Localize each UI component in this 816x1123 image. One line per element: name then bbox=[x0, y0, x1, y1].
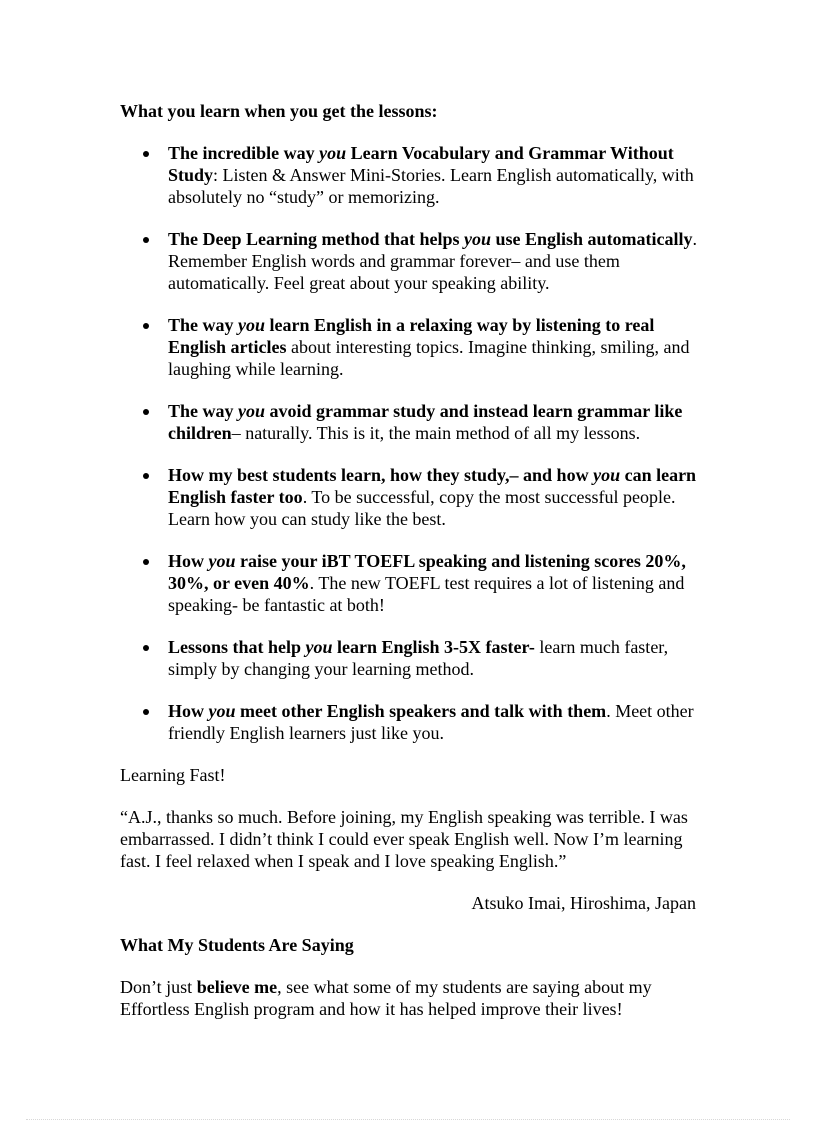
benefit-description: – naturally. This is it, the main method of all my lessons. bbox=[231, 423, 641, 443]
bullet-icon bbox=[143, 473, 149, 479]
benefit-title-start: The incredible way bbox=[168, 143, 320, 163]
benefit-title-start: The way bbox=[168, 315, 239, 335]
benefit-description: . The new TOEFL test requires a lot of listening and speaking- be fantastic at both! bbox=[168, 573, 685, 615]
benefit-title-emphasis: you bbox=[593, 465, 621, 485]
benefit-item bbox=[120, 400, 700, 444]
benefit-description: learn much faster, simply by changing your learning method. bbox=[168, 637, 669, 679]
benefit-description: . To be successful, copy the most successful people. Learn how you can study like the best. bbox=[168, 487, 676, 529]
benefit-title-end: use English automatically bbox=[491, 229, 693, 249]
benefit-title-emphasis: you bbox=[464, 229, 492, 249]
benefit-title-end: raise your iBT TOEFL speaking and listening scores 20%, 30%, or even 40% bbox=[168, 551, 686, 593]
bullet-icon bbox=[143, 151, 149, 157]
benefit-title-start: The Deep Learning method that helps bbox=[168, 229, 465, 249]
testimonial-attribution: Atsuko Imai, Hiroshima, Japan bbox=[471, 893, 696, 913]
closing-text-end: , see what some of my students are saying about my Effortless English program and how it has helped improve their lives! bbox=[120, 977, 652, 1019]
page-bottom-divider bbox=[26, 1119, 790, 1120]
benefit-title-start: How bbox=[168, 701, 209, 721]
lessons-heading: What you learn when you get the lessons: bbox=[120, 101, 438, 121]
benefit-title-start: Lessons that help bbox=[168, 637, 306, 657]
benefit-description: : Listen & Answer Mini-Stories. Learn English automatically, with absolutely no “study” or memorizing. bbox=[168, 165, 694, 207]
bullet-icon bbox=[143, 237, 149, 243]
closing-text-start: Don’t just bbox=[120, 977, 197, 997]
benefit-title-emphasis: you bbox=[238, 315, 266, 335]
benefit-title-end: learn English in a relaxing way by listening to real English articles bbox=[168, 315, 655, 357]
benefit-title-emphasis: you bbox=[319, 143, 347, 163]
bullet-icon bbox=[143, 559, 149, 565]
document-page bbox=[120, 100, 700, 1040]
benefit-title-emphasis: you bbox=[305, 637, 333, 657]
benefit-title-emphasis: you bbox=[238, 401, 266, 421]
benefit-title-emphasis: you bbox=[208, 551, 236, 571]
learning-fast-label: Learning Fast! bbox=[120, 765, 226, 785]
bullet-icon bbox=[143, 323, 149, 329]
benefit-item bbox=[120, 142, 700, 208]
benefit-title-start: The way bbox=[168, 401, 239, 421]
benefit-title-end: Learn Vocabulary and Grammar Without Study bbox=[168, 143, 674, 185]
benefits-list bbox=[120, 142, 700, 744]
bullet-icon bbox=[143, 645, 149, 651]
closing-paragraph bbox=[120, 976, 700, 1020]
closing-emphasis: believe me bbox=[196, 977, 278, 997]
benefit-description: . Meet other friendly English learners just like you. bbox=[168, 701, 694, 743]
benefit-description: . Remember English words and grammar forever– and use them automatically. Feel great about your speaking ability. bbox=[168, 229, 698, 293]
benefit-item bbox=[120, 228, 700, 294]
benefit-title-end: meet other English speakers and talk with them bbox=[235, 701, 607, 721]
benefit-description: about interesting topics. Imagine thinking, smiling, and laughing while learning. bbox=[168, 337, 690, 379]
testimonial-quote: “A.J., thanks so much. Before joining, my English speaking was terrible. I was embarrassed. I didn’t think I could ever speak English well. Now I’m learning fast. I feel relaxed when I speak and I love speaking English.” bbox=[120, 807, 688, 871]
bullet-icon bbox=[143, 409, 149, 415]
benefit-title-emphasis: you bbox=[208, 701, 236, 721]
benefit-title-start: How bbox=[168, 551, 209, 571]
benefit-title-start: How my best students learn, how they study,– and how bbox=[168, 465, 594, 485]
students-section-title: What My Students Are Saying bbox=[120, 935, 354, 955]
benefit-title-end: can learn English faster too bbox=[168, 465, 697, 507]
bullet-icon bbox=[143, 709, 149, 715]
benefit-item bbox=[120, 636, 700, 680]
benefit-item bbox=[120, 464, 700, 530]
benefit-item bbox=[120, 700, 700, 744]
benefit-item bbox=[120, 314, 700, 380]
benefit-title-end: learn English 3-5X faster- bbox=[332, 637, 535, 657]
benefit-title-end: avoid grammar study and instead learn grammar like children bbox=[168, 401, 683, 443]
benefit-item bbox=[120, 550, 700, 616]
